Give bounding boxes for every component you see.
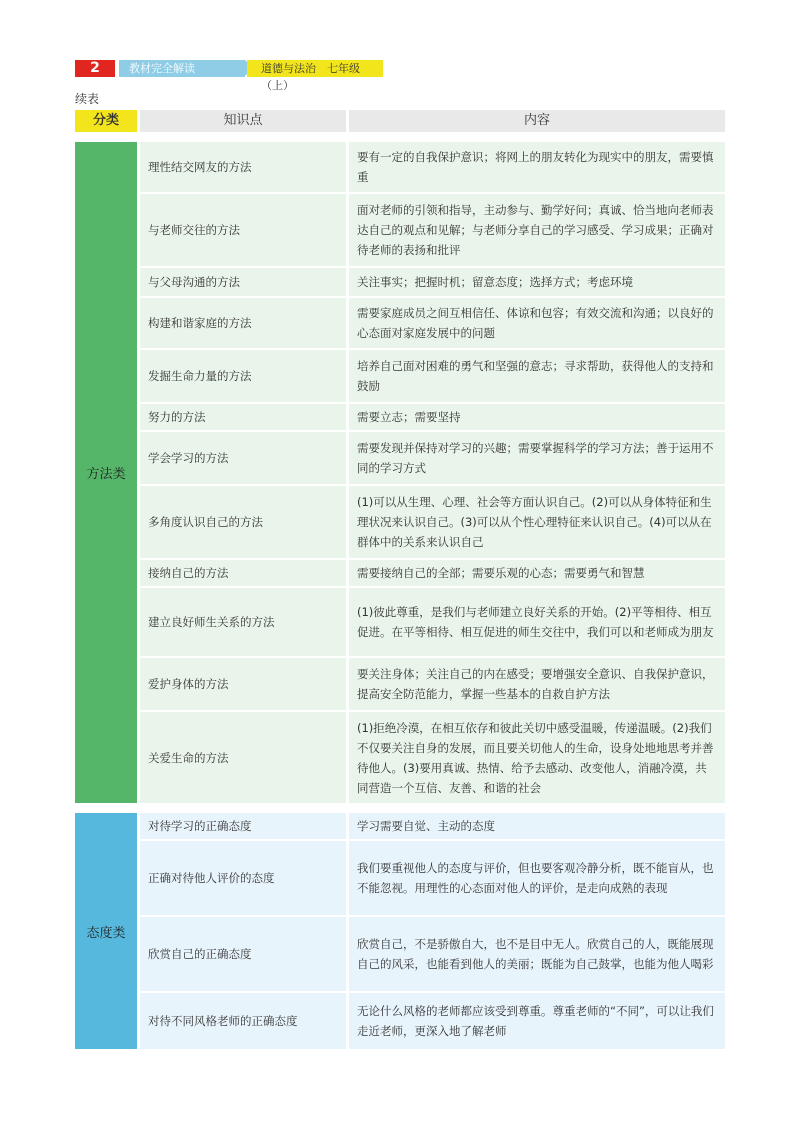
- table-row-kp: 爱护身体的方法: [140, 658, 346, 710]
- table-row-kp: 与父母沟通的方法: [140, 268, 346, 296]
- table-row-content: 我们要重视他人的态度与评价，但也要客观冷静分析，既不能盲从，也不能忽视。用理性的心态面对他人的评价，是走向成熟的表现: [349, 841, 725, 915]
- table-row-kp: 对待不同风格老师的正确态度: [140, 993, 346, 1049]
- table-row-content: 需要立志；需要坚持: [349, 404, 725, 430]
- subject-title: 道德与法治 七年级（上）: [247, 60, 383, 77]
- table-row-kp: 多角度认识自己的方法: [140, 486, 346, 558]
- table-row-content: 需要发现并保持对学习的兴趣；需要掌握科学的学习方法；善于运用不同的学习方式: [349, 432, 725, 484]
- table-row-kp: 关爱生命的方法: [140, 712, 346, 803]
- table-row-content: 学习需要自觉、主动的态度: [349, 813, 725, 839]
- table-row-kp: 正确对待他人评价的态度: [140, 841, 346, 915]
- table-row-content: 需要接纳自己的全部；需要乐观的心态；需要勇气和智慧: [349, 560, 725, 586]
- table-row-kp: 发掘生命力量的方法: [140, 350, 346, 402]
- category-method: 方法类: [75, 142, 137, 803]
- table-row-kp: 建立良好师生关系的方法: [140, 588, 346, 656]
- header-knowledge-point: 知识点: [140, 110, 346, 132]
- table-row-content: 要关注身体；关注自己的内在感受；要增强安全意识、自我保护意识，提高安全防范能力，掌握一些基本的自救自护方法: [349, 658, 725, 710]
- table-row-kp: 理性结交网友的方法: [140, 142, 346, 192]
- table-row-content: 关注事实；把握时机；留意态度；选择方式；考虑环境: [349, 268, 725, 296]
- table-row-content: 面对老师的引领和指导，主动参与、勤学好问；真诚、恰当地向老师表达自己的观点和见解；与老师分享自己的学习感受、学习成果；正确对待老师的表扬和批评: [349, 194, 725, 266]
- table-row-content: (1)拒绝冷漠，在相互依存和彼此关切中感受温暖，传递温暖。(2)我们不仅要关注自身的发展，而且要关切他人的生命，设身处地地思考并善待他人。(3)要用真诚、热情、给予去感动、改变他人，消融冷漠，共同营造一个互信、友善、和谐的社会: [349, 712, 725, 803]
- continued-label: 续表: [75, 92, 100, 106]
- table-row-content: (1)可以从生理、心理、社会等方面认识自己。(2)可以从身体特征和生理状况来认识自己。(3)可以从个性心理特征来认识自己。(4)可以从在群体中的关系来认识自己: [349, 486, 725, 558]
- table-row-kp: 对待学习的正确态度: [140, 813, 346, 839]
- table-row-kp: 努力的方法: [140, 404, 346, 430]
- table-row-content: 无论什么风格的老师都应该受到尊重。尊重老师的“不同”，可以让我们走近老师，更深入地了解老师: [349, 993, 725, 1049]
- book-title: 教材完全解读: [119, 60, 245, 77]
- table-row-content: 需要家庭成员之间互相信任、体谅和包容；有效交流和沟通；以良好的心态面对家庭发展中的问题: [349, 298, 725, 348]
- category-attitude: 态度类: [75, 813, 137, 1049]
- table-row-kp: 与老师交往的方法: [140, 194, 346, 266]
- header-category: 分类: [75, 110, 137, 132]
- table-row-kp: 接纳自己的方法: [140, 560, 346, 586]
- table-row-kp: 构建和谐家庭的方法: [140, 298, 346, 348]
- table-row-kp: 欣赏自己的正确态度: [140, 917, 346, 991]
- table-row-content: 培养自己面对困难的勇气和坚强的意志；寻求帮助，获得他人的支持和鼓励: [349, 350, 725, 402]
- table-row-content: 要有一定的自我保护意识；将网上的朋友转化为现实中的朋友，需要慎重: [349, 142, 725, 192]
- table-row-content: 欣赏自己，不是骄傲自大，也不是目中无人。欣赏自己的人，既能展现自己的风采，也能看到他人的美丽；既能为自己鼓掌，也能为他人喝彩: [349, 917, 725, 991]
- page-number: 2: [75, 60, 115, 77]
- table-row-kp: 学会学习的方法: [140, 432, 346, 484]
- table-row-content: (1)彼此尊重，是我们与老师建立良好关系的开始。(2)平等相待、相互促进。在平等相待、相互促进的师生交往中，我们可以和老师成为朋友: [349, 588, 725, 656]
- header-content: 内容: [349, 110, 725, 132]
